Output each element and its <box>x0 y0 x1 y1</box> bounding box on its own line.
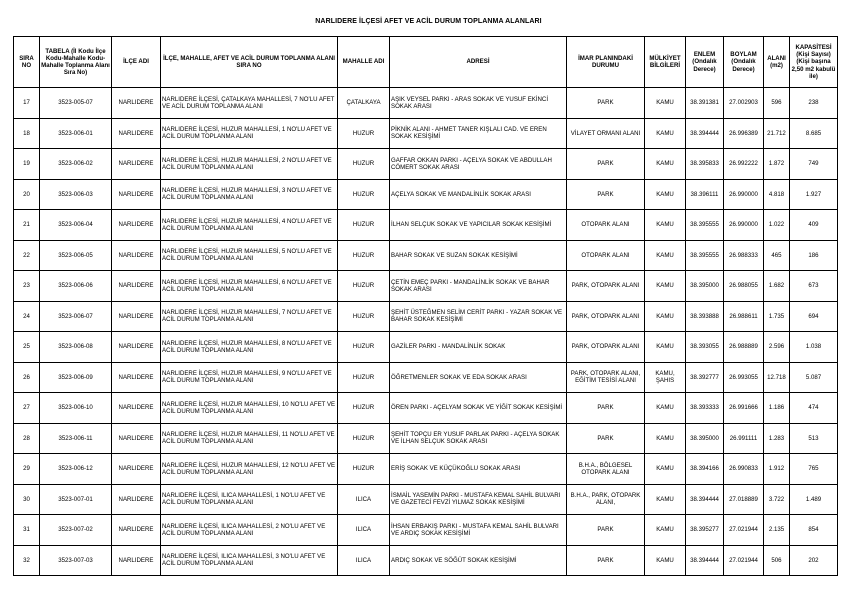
cell-alani: 12.718 <box>764 362 790 393</box>
cell-kapasite: 513 <box>790 423 838 454</box>
table-row <box>14 301 838 332</box>
cell-alani: 2.135 <box>764 515 790 546</box>
cell-enlem: 38.394444 <box>686 545 724 576</box>
cell-ilce-adi: NARLIDERE <box>112 423 161 454</box>
cell-boylam: 26.992222 <box>724 149 764 180</box>
cell-mahalle-adi: HUZUR <box>338 423 390 454</box>
col-header-imar: İMAR PLANINDAKİ DURUMU <box>567 37 645 88</box>
cell-adresi: AÇELYA SOKAK VE MANDALİNLİK SOKAK ARASI <box>390 179 567 210</box>
cell-boylam: 26.996389 <box>724 118 764 149</box>
col-header-ilce-adi: İLÇE ADI <box>112 37 161 88</box>
cell-sira-no: 28 <box>14 423 40 454</box>
table-row <box>14 210 838 241</box>
cell-sira-no: 19 <box>14 149 40 180</box>
cell-alan-sira: NARLIDERE İLÇESİ, HUZUR MAHALLESİ, 2 NO'LU AFET VE ACİL DURUM TOPLANMA ALANI <box>161 149 338 180</box>
cell-kapasite: 765 <box>790 454 838 485</box>
cell-tabela: 3523-006-03 <box>40 179 112 210</box>
col-header-enlem: ENLEM (Ondalık Derece) <box>686 37 724 88</box>
cell-alani: 506 <box>764 545 790 576</box>
cell-mahalle-adi: HUZUR <box>338 454 390 485</box>
cell-imar: PARK <box>567 149 645 180</box>
table-row <box>14 149 838 180</box>
cell-enlem: 38.394444 <box>686 118 724 149</box>
table-row <box>14 332 838 363</box>
cell-enlem: 38.392777 <box>686 362 724 393</box>
assembly-areas-table <box>13 36 838 576</box>
cell-tabela: 3523-006-06 <box>40 271 112 302</box>
cell-mulkiyet: KAMU <box>645 240 686 271</box>
cell-tabela: 3523-006-12 <box>40 454 112 485</box>
cell-adresi: İSMAİL YASEMİN PARKI - MUSTAFA KEMAL SAHİL BULVARI VE GAZETECİ FEVZİ YILMAZ SOKAK KESİŞİMİ <box>390 484 567 515</box>
cell-mulkiyet: KAMU <box>645 301 686 332</box>
cell-mulkiyet: KAMU <box>645 484 686 515</box>
cell-mulkiyet: KAMU, ŞAHIS <box>645 362 686 393</box>
cell-tabela: 3523-006-08 <box>40 332 112 363</box>
cell-boylam: 26.990000 <box>724 179 764 210</box>
cell-mulkiyet: KAMU <box>645 545 686 576</box>
cell-boylam: 27.002903 <box>724 88 764 119</box>
cell-alani: 465 <box>764 240 790 271</box>
cell-mulkiyet: KAMU <box>645 179 686 210</box>
cell-boylam: 26.988333 <box>724 240 764 271</box>
cell-mulkiyet: KAMU <box>645 393 686 424</box>
cell-ilce-adi: NARLIDERE <box>112 545 161 576</box>
cell-imar: OTOPARK ALANI <box>567 240 645 271</box>
cell-mulkiyet: KAMU <box>645 332 686 363</box>
cell-imar: OTOPARK ALANI <box>567 210 645 241</box>
cell-adresi: GAZİLER PARKI - MANDALİNLİK SOKAK <box>390 332 567 363</box>
cell-sira-no: 24 <box>14 301 40 332</box>
col-header-sira-no: SIRA NO <box>14 37 40 88</box>
cell-alan-sira: NARLIDERE İLÇESİ, HUZUR MAHALLESİ, 1 NO'LU AFET VE ACİL DURUM TOPLANMA ALANI <box>161 118 338 149</box>
cell-imar: B.H.A., PARK, OTOPARK ALANI, <box>567 484 645 515</box>
cell-sira-no: 18 <box>14 118 40 149</box>
cell-alan-sira: NARLIDERE İLÇESİ, HUZUR MAHALLESİ, 5 NO'LU AFET VE ACİL DURUM TOPLANMA ALANI <box>161 240 338 271</box>
table-row <box>14 545 838 576</box>
cell-sira-no: 29 <box>14 454 40 485</box>
cell-ilce-adi: NARLIDERE <box>112 149 161 180</box>
table-row <box>14 179 838 210</box>
cell-boylam: 26.991666 <box>724 393 764 424</box>
cell-alani: 1.872 <box>764 149 790 180</box>
cell-alani: 1.186 <box>764 393 790 424</box>
cell-boylam: 26.988055 <box>724 271 764 302</box>
cell-boylam: 26.990000 <box>724 210 764 241</box>
cell-boylam: 26.990833 <box>724 454 764 485</box>
cell-alani: 1.022 <box>764 210 790 241</box>
cell-boylam: 26.991111 <box>724 423 764 454</box>
cell-ilce-adi: NARLIDERE <box>112 271 161 302</box>
cell-kapasite: 474 <box>790 393 838 424</box>
cell-alan-sira: NARLIDERE İLÇESİ, HUZUR MAHALLESİ, 12 NO'LU AFET VE ACİL DURUM TOPLANMA ALANI <box>161 454 338 485</box>
cell-mahalle-adi: ILICA <box>338 515 390 546</box>
cell-alani: 1.912 <box>764 454 790 485</box>
cell-adresi: ŞEHİT TOPÇU ER YUSUF PARLAK PARKI - AÇELYA SOKAK VE İLHAN SELÇUK SOKAK ARASI <box>390 423 567 454</box>
cell-mahalle-adi: HUZUR <box>338 271 390 302</box>
cell-alan-sira: NARLIDERE İLÇESİ, ILICA MAHALLESİ, 3 NO'LU AFET VE ACİL DURUM TOPLANMA ALANI <box>161 545 338 576</box>
cell-enlem: 38.396111 <box>686 179 724 210</box>
cell-tabela: 3523-006-04 <box>40 210 112 241</box>
cell-sira-no: 17 <box>14 88 40 119</box>
cell-boylam: 27.018889 <box>724 484 764 515</box>
cell-mahalle-adi: ILICA <box>338 484 390 515</box>
cell-adresi: ŞEHİT ÜSTEĞMEN SELİM CERİT PARKI - YAZAR SOKAK VE BAHAR SOKAK KESİŞİMİ <box>390 301 567 332</box>
cell-enlem: 38.395000 <box>686 271 724 302</box>
cell-adresi: GAFFAR OKKAN PARKI - AÇELYA SOKAK VE ABDULLAH CÖMERT SOKAK ARASI <box>390 149 567 180</box>
col-header-alani: ALANI (m2) <box>764 37 790 88</box>
cell-sira-no: 20 <box>14 179 40 210</box>
cell-tabela: 3523-006-07 <box>40 301 112 332</box>
cell-adresi: İLHAN SELÇUK SOKAK VE YAPICILAR SOKAK KESİŞİMİ <box>390 210 567 241</box>
cell-alan-sira: NARLIDERE İLÇESİ, HUZUR MAHALLESİ, 10 NO'LU AFET VE ACİL DURUM TOPLANMA ALANI <box>161 393 338 424</box>
cell-kapasite: 854 <box>790 515 838 546</box>
cell-mulkiyet: KAMU <box>645 454 686 485</box>
cell-kapasite: 5.087 <box>790 362 838 393</box>
cell-alan-sira: NARLIDERE İLÇESİ, HUZUR MAHALLESİ, 9 NO'LU AFET VE ACİL DURUM TOPLANMA ALANI <box>161 362 338 393</box>
cell-mahalle-adi: HUZUR <box>338 362 390 393</box>
cell-ilce-adi: NARLIDERE <box>112 393 161 424</box>
cell-tabela: 3523-006-11 <box>40 423 112 454</box>
cell-ilce-adi: NARLIDERE <box>112 210 161 241</box>
cell-enlem: 38.395555 <box>686 210 724 241</box>
cell-boylam: 27.021944 <box>724 515 764 546</box>
cell-adresi: ERİŞ SOKAK VE KÜÇÜKOĞLU SOKAK ARASI <box>390 454 567 485</box>
table-header <box>14 37 838 88</box>
col-header-mahalle-adi: MAHALLE ADI <box>338 37 390 88</box>
cell-kapasite: 1.038 <box>790 332 838 363</box>
cell-ilce-adi: NARLIDERE <box>112 362 161 393</box>
cell-sira-no: 23 <box>14 271 40 302</box>
cell-kapasite: 749 <box>790 149 838 180</box>
cell-ilce-adi: NARLIDERE <box>112 515 161 546</box>
cell-alan-sira: NARLIDERE İLÇESİ, ÇATALKAYA MAHALLESİ, 7 NO'LU AFET VE ACİL DURUM TOPLANMA ALANI <box>161 88 338 119</box>
cell-enlem: 38.394444 <box>686 484 724 515</box>
cell-alani: 3.722 <box>764 484 790 515</box>
cell-ilce-adi: NARLIDERE <box>112 301 161 332</box>
col-header-alan-sira: İLÇE, MAHALLE, AFET VE ACİL DURUM TOPLANMA ALANI SIRA NO <box>161 37 338 88</box>
cell-alan-sira: NARLIDERE İLÇESİ, HUZUR MAHALLESİ, 11 NO'LU AFET VE ACİL DURUM TOPLANMA ALANI <box>161 423 338 454</box>
cell-mahalle-adi: HUZUR <box>338 179 390 210</box>
cell-tabela: 3523-005-07 <box>40 88 112 119</box>
cell-enlem: 38.395555 <box>686 240 724 271</box>
cell-mahalle-adi: HUZUR <box>338 301 390 332</box>
cell-kapasite: 1.489 <box>790 484 838 515</box>
cell-imar: VİLAYET ORMANI ALANI <box>567 118 645 149</box>
cell-ilce-adi: NARLIDERE <box>112 454 161 485</box>
cell-mahalle-adi: HUZUR <box>338 149 390 180</box>
cell-adresi: PİKNİK ALANI - AHMET TANER KIŞLALI CAD. VE EREN SOKAK KESİŞİMİ <box>390 118 567 149</box>
cell-sira-no: 32 <box>14 545 40 576</box>
cell-enlem: 38.393888 <box>686 301 724 332</box>
cell-mulkiyet: KAMU <box>645 210 686 241</box>
cell-mahalle-adi: ÇATALKAYA <box>338 88 390 119</box>
cell-tabela: 3523-006-05 <box>40 240 112 271</box>
cell-kapasite: 673 <box>790 271 838 302</box>
cell-imar: PARK <box>567 423 645 454</box>
cell-imar: PARK, OTOPARK ALANI, EĞİTİM TESİSİ ALANI <box>567 362 645 393</box>
cell-enlem: 38.395277 <box>686 515 724 546</box>
cell-tabela: 3523-006-10 <box>40 393 112 424</box>
cell-sira-no: 25 <box>14 332 40 363</box>
cell-kapasite: 694 <box>790 301 838 332</box>
table-row <box>14 393 838 424</box>
cell-tabela: 3523-007-01 <box>40 484 112 515</box>
cell-mahalle-adi: HUZUR <box>338 393 390 424</box>
cell-kapasite: 238 <box>790 88 838 119</box>
cell-alani: 2.596 <box>764 332 790 363</box>
cell-adresi: ÇETİN EMEÇ PARKI - MANDALİNLİK SOKAK VE BAHAR SOKAK ARASI <box>390 271 567 302</box>
cell-mahalle-adi: HUZUR <box>338 240 390 271</box>
cell-ilce-adi: NARLIDERE <box>112 179 161 210</box>
cell-sira-no: 22 <box>14 240 40 271</box>
cell-adresi: ÖREN PARKI - AÇELYAM SOKAK VE YİĞİT SOKAK KESİŞİMİ <box>390 393 567 424</box>
cell-alan-sira: NARLIDERE İLÇESİ, HUZUR MAHALLESİ, 6 NO'LU AFET VE ACİL DURUM TOPLANMA ALANI <box>161 271 338 302</box>
cell-enlem: 38.391381 <box>686 88 724 119</box>
col-header-boylam: BOYLAM (Ondalık Derece) <box>724 37 764 88</box>
cell-alani: 21.712 <box>764 118 790 149</box>
cell-imar: PARK, OTOPARK ALANI <box>567 301 645 332</box>
cell-mahalle-adi: HUZUR <box>338 210 390 241</box>
cell-tabela: 3523-006-01 <box>40 118 112 149</box>
cell-boylam: 26.993055 <box>724 362 764 393</box>
cell-mulkiyet: KAMU <box>645 515 686 546</box>
table-row <box>14 118 838 149</box>
cell-sira-no: 26 <box>14 362 40 393</box>
cell-alani: 1.283 <box>764 423 790 454</box>
cell-boylam: 27.021944 <box>724 545 764 576</box>
cell-mahalle-adi: HUZUR <box>338 118 390 149</box>
cell-alan-sira: NARLIDERE İLÇESİ, HUZUR MAHALLESİ, 8 NO'LU AFET VE ACİL DURUM TOPLANMA ALANI <box>161 332 338 363</box>
col-header-tabela: TABELA (İl Kodu İlçe Kodu-Mahalle Kodu-Mahalle Toplanma Alanı Sıra No) <box>40 37 112 88</box>
cell-kapasite: 8.685 <box>790 118 838 149</box>
cell-alan-sira: NARLIDERE İLÇESİ, HUZUR MAHALLESİ, 3 NO'LU AFET VE ACİL DURUM TOPLANMA ALANI <box>161 179 338 210</box>
cell-alan-sira: NARLIDERE İLÇESİ, ILICA MAHALLESİ, 1 NO'LU AFET VE ACİL DURUM TOPLANMA ALANI <box>161 484 338 515</box>
cell-sira-no: 30 <box>14 484 40 515</box>
cell-sira-no: 31 <box>14 515 40 546</box>
col-header-kapasite: KAPASİTESİ (Kişi Sayısı) (Kişi başına 2,50 m2 kabulü ile) <box>790 37 838 88</box>
cell-imar: PARK <box>567 545 645 576</box>
cell-kapasite: 1.927 <box>790 179 838 210</box>
cell-tabela: 3523-007-03 <box>40 545 112 576</box>
table-row <box>14 362 838 393</box>
cell-boylam: 26.988889 <box>724 332 764 363</box>
cell-adresi: BAHAR SOKAK VE SUZAN SOKAK KESİŞİMİ <box>390 240 567 271</box>
cell-enlem: 38.393333 <box>686 393 724 424</box>
cell-enlem: 38.394166 <box>686 454 724 485</box>
cell-enlem: 38.395000 <box>686 423 724 454</box>
cell-kapasite: 202 <box>790 545 838 576</box>
cell-mahalle-adi: ILICA <box>338 545 390 576</box>
table-row <box>14 454 838 485</box>
cell-adresi: İHSAN ERBAKIŞ PARKI - MUSTAFA KEMAL SAHİL BULVARI VE ARDIÇ SOKAK KESİŞİMİ <box>390 515 567 546</box>
cell-imar: PARK <box>567 179 645 210</box>
cell-tabela: 3523-006-02 <box>40 149 112 180</box>
table-row <box>14 271 838 302</box>
cell-adresi: ÖĞRETMENLER SOKAK VE EDA SOKAK ARASI <box>390 362 567 393</box>
cell-mulkiyet: KAMU <box>645 149 686 180</box>
cell-boylam: 26.988611 <box>724 301 764 332</box>
cell-ilce-adi: NARLIDERE <box>112 118 161 149</box>
cell-enlem: 38.393055 <box>686 332 724 363</box>
cell-alani: 1.735 <box>764 301 790 332</box>
cell-mulkiyet: KAMU <box>645 271 686 302</box>
cell-alan-sira: NARLIDERE İLÇESİ, ILICA MAHALLESİ, 2 NO'LU AFET VE ACİL DURUM TOPLANMA ALANI <box>161 515 338 546</box>
cell-kapasite: 409 <box>790 210 838 241</box>
cell-tabela: 3523-006-09 <box>40 362 112 393</box>
page-title: NARLIDERE İLÇESİ AFET VE ACİL DURUM TOPLANMA ALANLARI <box>315 18 542 25</box>
cell-alani: 4.818 <box>764 179 790 210</box>
cell-alani: 596 <box>764 88 790 119</box>
table-row <box>14 484 838 515</box>
cell-alan-sira: NARLIDERE İLÇESİ, HUZUR MAHALLESİ, 4 NO'LU AFET VE ACİL DURUM TOPLANMA ALANI <box>161 210 338 241</box>
cell-adresi: ARDIÇ SOKAK VE SÖĞÜT SOKAK KESİŞİMİ <box>390 545 567 576</box>
cell-ilce-adi: NARLIDERE <box>112 240 161 271</box>
cell-imar: PARK <box>567 515 645 546</box>
cell-adresi: AŞIK VEYSEL PARKI - ARAS SOKAK VE YUSUF EKİNCİ SOKAK ARASI <box>390 88 567 119</box>
table-row <box>14 88 838 119</box>
cell-ilce-adi: NARLIDERE <box>112 88 161 119</box>
cell-ilce-adi: NARLIDERE <box>112 484 161 515</box>
cell-tabela: 3523-007-02 <box>40 515 112 546</box>
cell-enlem: 38.395833 <box>686 149 724 180</box>
cell-alani: 1.682 <box>764 271 790 302</box>
cell-imar: PARK, OTOPARK ALANI <box>567 271 645 302</box>
table-body <box>14 88 838 576</box>
col-header-adresi: ADRESİ <box>390 37 567 88</box>
cell-sira-no: 21 <box>14 210 40 241</box>
table-row <box>14 240 838 271</box>
cell-alan-sira: NARLIDERE İLÇESİ, HUZUR MAHALLESİ, 7 NO'LU AFET VE ACİL DURUM TOPLANMA ALANI <box>161 301 338 332</box>
cell-ilce-adi: NARLIDERE <box>112 332 161 363</box>
cell-imar: B.H.A., BÖLGESEL OTOPARK ALANI <box>567 454 645 485</box>
cell-mahalle-adi: HUZUR <box>338 332 390 363</box>
cell-kapasite: 186 <box>790 240 838 271</box>
table-row <box>14 423 838 454</box>
cell-imar: PARK, OTOPARK ALANI <box>567 332 645 363</box>
cell-mulkiyet: KAMU <box>645 118 686 149</box>
cell-sira-no: 27 <box>14 393 40 424</box>
cell-imar: PARK <box>567 88 645 119</box>
cell-imar: PARK <box>567 393 645 424</box>
cell-mulkiyet: KAMU <box>645 88 686 119</box>
col-header-mulkiyet: MÜLKİYET BİLGİLERİ <box>645 37 686 88</box>
table-row <box>14 515 838 546</box>
cell-mulkiyet: KAMU <box>645 423 686 454</box>
